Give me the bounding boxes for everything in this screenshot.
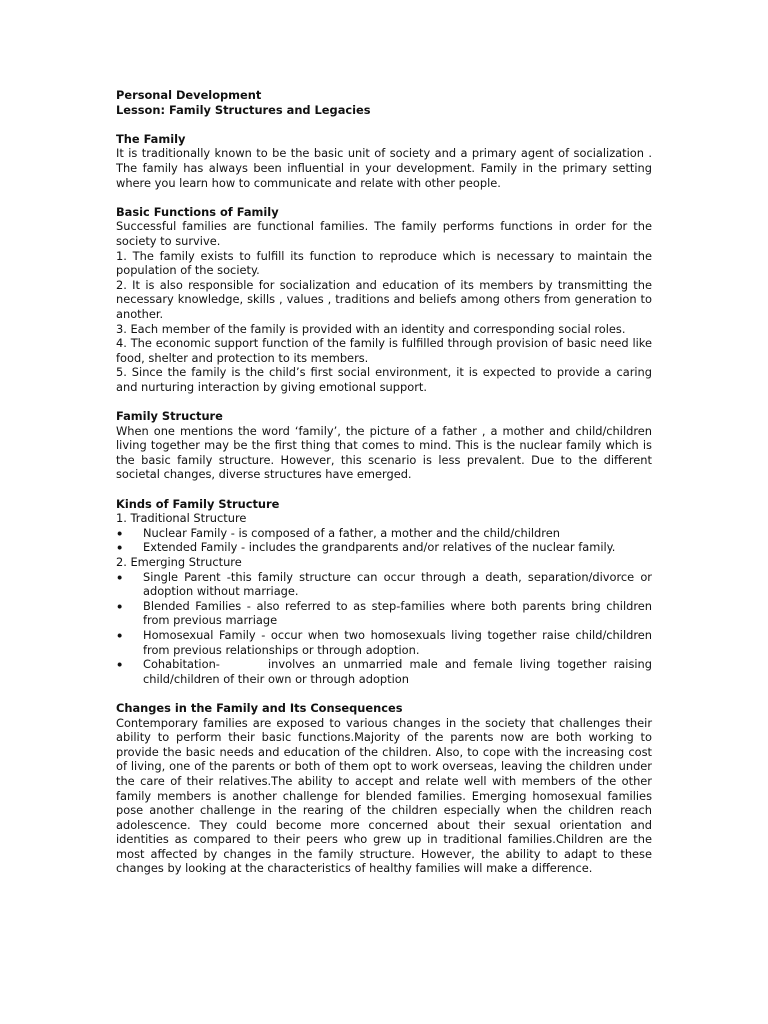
list-item-cohabitation [116,657,652,686]
cohabitation-term: Cohabitation- [143,657,220,672]
bullet-icon: • [116,599,124,614]
cohabitation-line-1 [143,657,652,672]
family-heading: The Family [116,131,186,146]
traditional-label: 1. Traditional Structure [116,511,247,526]
functions-heading: Basic Functions of Family [116,204,279,219]
changes-paragraph: Contemporary families are exposed to various changes in the society that challenges their ability to perform their basic functions.Majority of the parents now are both working to provide the basic needs and education of the children. Also, to cope with the increasing cost of living, one of the parents or both of them opt to work overseas, leaving the children under the care of their relatives.The ability to accept and relate well with members of the other family members is another challenge for blended families. Emerging homosexual families pose another challenge in the rearing of the children especially when the children reach adolescence. They could become more concerned about their sexual orientation and identities as compared to their peers who grew up in traditional families.Children are the most affected by changes in the family structure. However, the ability to adapt to these changes by looking at the characteristics of healthy families will make a difference. [116,715,652,876]
list-item-text: Nuclear Family - is composed of a father, a mother and the child/children [143,525,560,540]
emerging-label: 2. Emerging Structure [116,555,242,569]
list-item-text: Single Parent -this family structure can occur through a death, separation/divorce or adoption without marriage. [143,569,652,599]
course-title: Personal Development [116,88,262,102]
function-item-3: 3. Each member of the family is provided with an identity and corresponding social roles. [116,321,626,336]
functions-intro: Successful families are functional families. The family performs functions in order for the society to survive. [116,219,652,248]
family-paragraph: It is traditionally known to be the basic unit of society and a primary agent of socialization . The family has always been influential in your development. Family in the primary setting where you learn how to communicate and relate with other people. [116,146,652,190]
bullet-icon: • [116,570,124,585]
bullet-icon: • [116,628,124,643]
cohabitation-line-2: child/children of their own or through adoption [143,671,409,686]
list-item-blended [116,599,652,628]
list-item-text: Blended Families - also referred to as step-families where both parents bring children from previous marriage [143,598,652,628]
list-item-single-parent [116,570,652,599]
structure-heading: Family Structure [116,409,223,424]
function-item-2: 2. It is also responsible for socialization and education of its members by transmitting the necessary knowledge, skills , values , traditions and beliefs among others from generation to another. [116,277,652,321]
kinds-heading: Kinds of Family Structure [116,496,280,511]
function-item-1: 1. The family exists to fulfill its function to reproduce which is necessary to maintain the population of the society. [116,248,652,278]
list-item-text: Extended Family - includes the grandparents and/or relatives of the nuclear family. [143,540,616,555]
list-item-extended [116,540,652,555]
document-page [116,88,652,876]
cohabitation-definition: involves an unmarried male and female living together raising [268,657,652,672]
function-item-5: 5. Since the family is the child’s first social environment, it is expected to provide a caring and nurturing interaction by giving emotional support. [116,365,652,394]
lesson-title: Lesson: Family Structures and Legacies [116,102,371,117]
changes-heading: Changes in the Family and Its Consequences [116,700,403,715]
bullet-icon: • [116,658,124,673]
bullet-icon: • [116,541,124,556]
function-item-4: 4. The economic support function of the family is fulfilled through provision of basic need like food, shelter and protection to its members. [116,336,652,365]
list-item-nuclear [116,526,652,541]
list-item-homosexual [116,628,652,657]
structure-paragraph: When one mentions the word ‘family’, the picture of a father , a mother and child/children living together may be the first thing that comes to mind. This is the nuclear family which is the basic family structure. However, this scenario is less prevalent. Due to the different societal changes, diverse structures have emerged. [116,423,652,482]
list-item-text: Homosexual Family - occur when two homosexuals living together raise child/children from previous relationships or through adoption. [143,627,652,657]
bullet-icon: • [116,526,124,541]
